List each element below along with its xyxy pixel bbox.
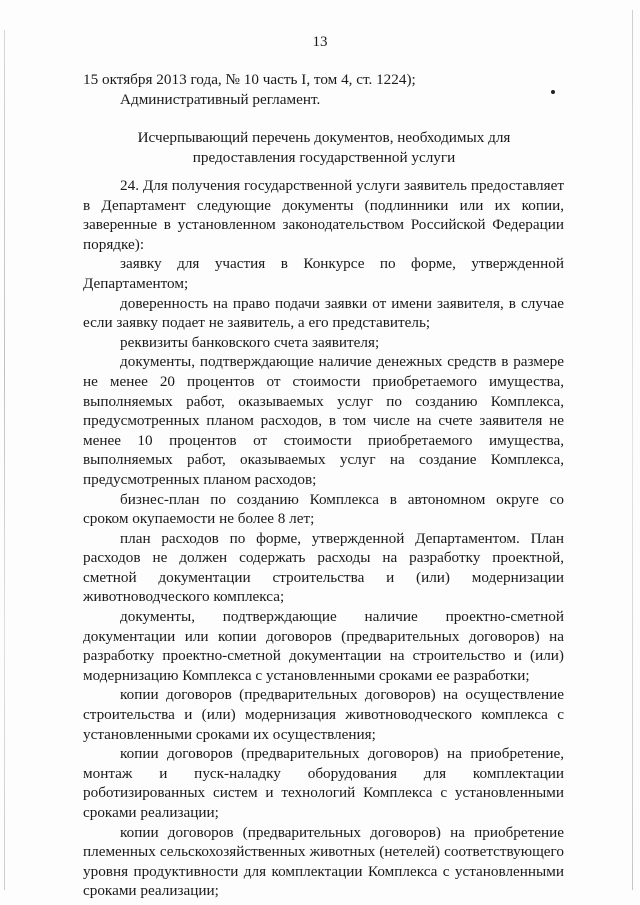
intro-block	[83, 70, 564, 109]
paragraph: документы, подтверждающие наличие денежных средств в размере не менее 20 процентов от стоимости приобретаемого имущества, выполняемых работ, оказываемых услуг по созданию Комплекса, предусмотренных планом расходов, в том числе на счете заявителя не менее 10 процентов от стоимости приобретаемого имущества, выполняемых работ, оказываемых услуг на создание Комплекса, предусмотренных планом расходов;	[83, 353, 564, 488]
paragraph: реквизиты банковского счета заявителя;	[120, 333, 380, 351]
section-heading-block	[86, 128, 562, 167]
paragraph: план расходов по форме, утвержденной Департаментом. План расходов не должен содержать расходы на разработку проектной, сметной документации строительства и (или) модернизации животноводческого комплекса;	[83, 529, 564, 606]
paragraph: копии договоров (предварительных договоров) на приобретение, монтаж и пуск-наладку оборудования для комплектации роботизированных систем и технологий Комплекса с установленными сроками реализации;	[83, 745, 564, 821]
paragraph: 24. Для получения государственной услуги заявитель предоставляет в Департамент следующие документы (подлинники или их копии, заверенные в установленном законодательством Российской Федерации порядке):	[83, 177, 564, 253]
scan-edge-left	[4, 30, 5, 890]
scan-edge-right	[632, 10, 633, 890]
intro-line: 15 октября 2013 года, № 10 часть I, том 4, ст. 1224);	[83, 71, 416, 88]
intro-line: Административный регламент.	[120, 90, 321, 108]
paragraph: бизнес-план по созданию Комплекса в автономном округе со сроком окупаемости не более 8 лет;	[83, 490, 564, 528]
page-number: 13	[312, 34, 328, 50]
body-text	[83, 176, 564, 901]
paragraph: доверенность на право подачи заявки от имени заявителя, в случае если заявку подает не заявитель, а его представитель;	[83, 294, 564, 332]
paragraph: копии договоров (предварительных договоров) на осуществление строительства и (или) модернизация животноводческого комплекса с установленными сроками их осуществления;	[83, 686, 564, 743]
section-heading: Исчерпывающий перечень документов, необходимых для предоставления государственной услуги	[137, 129, 511, 166]
paragraph: заявку для участия в Конкурсе по форме, утвержденной Департаментом;	[83, 255, 564, 292]
paragraph: документы, подтверждающие наличие проектно-сметной документации или копии договоров (предварительных договоров) на разработку проектно-сметной документации на строительство и (или) модернизацию Комплекса с установленными сроками ее разработки;	[83, 608, 564, 684]
paragraph: копии договоров (предварительных договоров) на приобретение племенных сельскохозяйственных животных (нетелей) соответствующего уровня продуктивности для комплектации Комплекса с установленными сроками реализации;	[83, 823, 564, 900]
